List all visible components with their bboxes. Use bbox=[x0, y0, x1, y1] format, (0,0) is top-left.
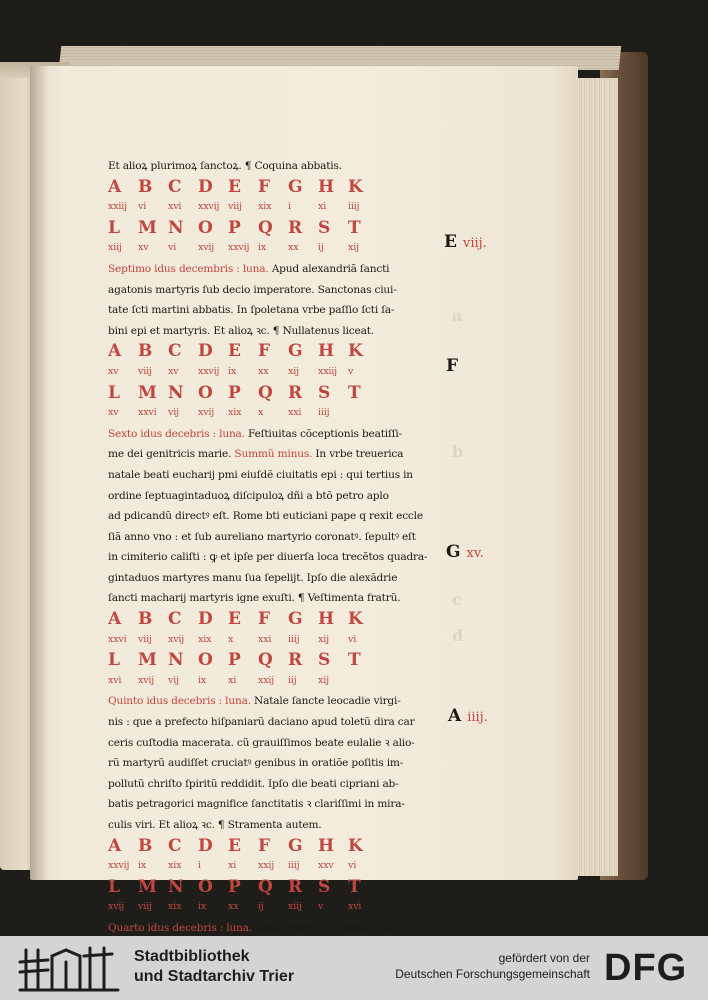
rubric-text: Quarto idus decebris : luna. bbox=[108, 921, 256, 934]
calendar-letter: A bbox=[108, 835, 122, 856]
calendar-letter: K bbox=[348, 609, 363, 630]
calendar-number: xx bbox=[288, 242, 299, 254]
calendar-number: ij bbox=[258, 901, 264, 913]
calendar-letter: Q bbox=[258, 650, 273, 671]
calendar-number: vi bbox=[138, 201, 147, 213]
calendar-number: xxvij bbox=[228, 242, 250, 254]
calendar-number: xi bbox=[318, 201, 327, 213]
dominical-letter-row bbox=[108, 836, 428, 857]
rubric-text: Septimo idus decembris : luna. bbox=[108, 262, 272, 275]
line-text: ſancti macharij martyris igne exuſti. bbox=[108, 592, 298, 605]
calendar-letter: S bbox=[318, 650, 331, 671]
show-through-letter: a bbox=[452, 306, 463, 325]
golden-number-row bbox=[108, 362, 428, 383]
dominical-letter-row bbox=[108, 177, 428, 198]
line-text: ¶ Coquina abbatis. bbox=[244, 160, 342, 172]
line-text: natale beati eucharij pmi eiuſdẽ ciuitatis epi : qui tertius in bbox=[108, 468, 413, 481]
line-text: ¶ Stramenta autem. bbox=[217, 819, 322, 831]
calendar-letter: F bbox=[258, 341, 271, 362]
calendar-number: viij bbox=[138, 365, 152, 377]
margin-note-e bbox=[444, 232, 487, 252]
calendar-letter: K bbox=[348, 176, 363, 197]
text-line bbox=[108, 424, 428, 445]
line-text: Et alioꝝ plurimoꝝ ſanctoꝝ. bbox=[108, 160, 245, 172]
calendar-letter: L bbox=[108, 382, 120, 403]
calendar-number: xi bbox=[228, 674, 237, 686]
calendar-number: xvij bbox=[198, 242, 215, 254]
golden-number-row bbox=[108, 897, 428, 918]
calendar-letter: H bbox=[318, 835, 335, 856]
calendar-letter: H bbox=[318, 341, 335, 362]
margin-note-f bbox=[446, 356, 464, 376]
calendar-number: xvij bbox=[108, 901, 125, 913]
calendar-number: x bbox=[258, 407, 264, 419]
calendar-number: iiij bbox=[288, 860, 300, 872]
library-line-1: Stadtbibliothek bbox=[134, 948, 250, 965]
calendar-letter: Q bbox=[258, 217, 273, 238]
calendar-number: xiij bbox=[108, 242, 122, 254]
calendar-number: xij bbox=[318, 674, 329, 686]
calendar-letter: H bbox=[318, 176, 335, 197]
calendar-number: xvi bbox=[168, 201, 182, 213]
text-line bbox=[108, 568, 428, 589]
calendar-number: xxvi bbox=[138, 407, 157, 419]
calendar-letter: D bbox=[198, 341, 213, 362]
calendar-number: x bbox=[228, 633, 234, 645]
text-line bbox=[108, 280, 428, 301]
calendar-number bbox=[348, 671, 378, 692]
dominical-letter-row bbox=[108, 650, 428, 671]
calendar-number: xxvij bbox=[108, 860, 130, 872]
golden-number-row bbox=[108, 403, 428, 424]
margin-letter: E bbox=[444, 232, 457, 252]
calendar-number: xij bbox=[318, 633, 329, 645]
funding-line-2: Deutschen Forschungsgemeinschaft bbox=[395, 967, 590, 981]
calendar-number: viij bbox=[138, 901, 152, 913]
calendar-number: xxvij bbox=[198, 201, 220, 213]
dominical-letter-row bbox=[108, 218, 428, 239]
calendar-letter: L bbox=[108, 217, 120, 238]
calendar-letter: R bbox=[288, 876, 303, 897]
calendar-number: xvi bbox=[348, 901, 362, 913]
line-text: gintaduos martyres manu ſua ſepelijt. Ipſo die alexãdrie bbox=[108, 571, 398, 584]
calendar-number: vi bbox=[348, 633, 357, 645]
show-through-letter: b bbox=[452, 442, 464, 461]
calendar-letter: R bbox=[288, 650, 303, 671]
calendar-letter: D bbox=[198, 609, 213, 630]
text-line bbox=[108, 691, 428, 712]
line-text: ſiã anno vno : et ſub aureliano martyrio coronatꝰ. ſepultꝰ eſt bbox=[108, 530, 416, 543]
line-text: Apud emeritã hiſpanie ciui- bbox=[255, 921, 397, 934]
calendar-number: iiij bbox=[318, 407, 330, 419]
calendar-letter: F bbox=[258, 609, 271, 630]
calendar-number: xi bbox=[228, 860, 237, 872]
calendar-letter: L bbox=[108, 650, 120, 671]
library-line-2: und Stadtarchiv Trier bbox=[134, 968, 295, 985]
text-line bbox=[108, 465, 428, 486]
margin-letter: F bbox=[446, 356, 459, 376]
calendar-letter: F bbox=[258, 176, 271, 197]
calendar-number: xxiij bbox=[318, 365, 337, 377]
dominical-letter-row bbox=[108, 341, 428, 362]
dominical-letter-row bbox=[108, 383, 428, 404]
calendar-letter: P bbox=[228, 650, 241, 671]
funding-note bbox=[395, 950, 590, 982]
calendar-number: xxiij bbox=[108, 201, 127, 213]
text-line bbox=[108, 918, 428, 936]
calendar-letter: N bbox=[168, 876, 184, 897]
calendar-text-block bbox=[108, 156, 428, 936]
calendar-letter: E bbox=[228, 341, 241, 362]
text-line bbox=[108, 259, 428, 280]
calendar-number: xxvi bbox=[108, 633, 127, 645]
calendar-letter: B bbox=[138, 835, 153, 856]
calendar-number: iiij bbox=[348, 201, 360, 213]
margin-number: xv. bbox=[466, 546, 484, 561]
calendar-letter: N bbox=[168, 382, 184, 403]
calendar-letter: O bbox=[198, 382, 213, 403]
line-text: Apud alexandriã ſancti bbox=[271, 262, 390, 275]
calendar-letter: D bbox=[198, 176, 213, 197]
calendar-letter: G bbox=[288, 835, 303, 856]
line-text: bini epi et martyris. Et alioꝝ ꝛc. bbox=[108, 324, 273, 337]
golden-number-row bbox=[108, 671, 428, 692]
dominical-letter-row bbox=[108, 877, 428, 898]
line-text: Feſtiuitas cõceptionis beatiſſi- bbox=[248, 427, 402, 440]
calendar-number: xvi bbox=[108, 674, 122, 686]
dominical-letter-row bbox=[108, 609, 428, 630]
line-text: in cimiterio caliſti : ꝙ et ipſe per diuerſa loca trecẽtos quadra- bbox=[108, 551, 428, 564]
calendar-number: xxv bbox=[318, 860, 334, 872]
calendar-number: xxij bbox=[258, 860, 275, 872]
calendar-letter: S bbox=[318, 217, 331, 238]
calendar-number: xxij bbox=[258, 674, 275, 686]
golden-number-row bbox=[108, 238, 428, 259]
line-text: agatonis martyris ſub decio imperatore. Sanctonas ciui- bbox=[108, 283, 397, 296]
calendar-letter: K bbox=[348, 341, 363, 362]
calendar-letter: S bbox=[318, 876, 331, 897]
calendar-number: xvij bbox=[198, 407, 215, 419]
calendar-number: ix bbox=[228, 365, 237, 377]
calendar-letter: M bbox=[138, 650, 157, 671]
calendar-letter: F bbox=[258, 835, 271, 856]
show-through-letter: d bbox=[452, 626, 464, 645]
calendar-number: xv bbox=[168, 365, 179, 377]
calendar-number: xix bbox=[198, 633, 212, 645]
margin-number: iiij. bbox=[467, 710, 488, 725]
rubric-text: Sexto idus decebris : luna. bbox=[108, 427, 249, 440]
calendar-letter: E bbox=[228, 609, 241, 630]
calendar-number: ix bbox=[198, 674, 207, 686]
calendar-number: vi bbox=[348, 860, 357, 872]
calendar-number: viij bbox=[228, 201, 242, 213]
calendar-number: vi bbox=[168, 242, 177, 254]
calendar-number: xxvij bbox=[198, 365, 220, 377]
text-line bbox=[108, 774, 428, 795]
calendar-letter: B bbox=[138, 609, 153, 630]
calendar-letter: R bbox=[288, 382, 303, 403]
calendar-number bbox=[348, 403, 378, 424]
margin-number: viij. bbox=[462, 236, 487, 251]
calendar-letter: T bbox=[348, 382, 361, 403]
dfg-logo: DFG bbox=[604, 947, 688, 989]
line-text: culis viri. Et alioꝝ ꝛc. bbox=[108, 819, 218, 831]
calendar-number: iiij bbox=[288, 633, 300, 645]
calendar-number: v bbox=[348, 365, 354, 377]
text-line bbox=[108, 815, 428, 836]
line-text: pollutũ chriſto ſpiritũ reddidit. Ipſo die beati cipriani ab- bbox=[108, 777, 399, 790]
calendar-number: xij bbox=[288, 365, 299, 377]
calendar-number: xvij bbox=[138, 674, 155, 686]
text-line bbox=[108, 733, 428, 754]
calendar-number: xv bbox=[138, 242, 149, 254]
calendar-letter: O bbox=[198, 217, 213, 238]
calendar-letter: G bbox=[288, 609, 303, 630]
calendar-letter: Q bbox=[258, 382, 273, 403]
calendar-letter: T bbox=[348, 876, 361, 897]
calendar-letter: C bbox=[168, 609, 182, 630]
line-text: nis : que a prefecto hiſpaniarũ daciano apud toletũ dira car bbox=[108, 716, 415, 729]
calendar-letter: S bbox=[318, 382, 331, 403]
show-through-letter: c bbox=[452, 590, 462, 609]
text-line bbox=[108, 486, 428, 507]
line-text: ordine ſeptuagintaduoꝝ diſcipuloꝝ dñi a btõ petro aplo bbox=[108, 489, 389, 502]
stadtbibliothek-logo-icon bbox=[18, 942, 124, 994]
calendar-letter: B bbox=[138, 341, 153, 362]
rubric-text: Quinto idus decebris : luna. bbox=[108, 695, 255, 708]
calendar-letter: P bbox=[228, 217, 241, 238]
calendar-letter: A bbox=[108, 176, 122, 197]
calendar-letter: N bbox=[168, 217, 184, 238]
margin-letter: G bbox=[446, 542, 461, 562]
margin-note-a bbox=[448, 706, 488, 726]
funding-line-1: gefördert von der bbox=[498, 951, 590, 965]
calendar-number: xix bbox=[168, 860, 182, 872]
line-text: ad pdicandũ directꝰ eſt. Rome bti euticiani pape q rexit eccle bbox=[108, 510, 423, 523]
calendar-number: xv bbox=[108, 407, 119, 419]
text-line bbox=[108, 321, 428, 342]
line-text: tate ſcti martini abbatis. In ſpoletana vrbe paſſio ſcti ſa- bbox=[108, 304, 395, 317]
calendar-letter: T bbox=[348, 217, 361, 238]
calendar-number: xxi bbox=[288, 407, 302, 419]
calendar-number: xvij bbox=[168, 633, 185, 645]
text-line bbox=[108, 547, 428, 568]
calendar-letter: O bbox=[198, 650, 213, 671]
calendar-number: xx bbox=[258, 365, 269, 377]
text-line bbox=[108, 506, 428, 527]
calendar-number: ix bbox=[198, 901, 207, 913]
line-text: ceris cuſtodia macerata. cũ grauiſſimos beate eulalie ꝛ alio- bbox=[108, 736, 415, 749]
text-line bbox=[108, 712, 428, 733]
calendar-number: xiij bbox=[288, 901, 302, 913]
calendar-letter: P bbox=[228, 382, 241, 403]
calendar-letter: A bbox=[108, 341, 122, 362]
text-line bbox=[108, 444, 428, 465]
calendar-letter: G bbox=[288, 341, 303, 362]
calendar-number: i bbox=[198, 860, 201, 872]
calendar-letter: C bbox=[168, 176, 182, 197]
calendar-letter: L bbox=[108, 876, 120, 897]
rubric-text: Summũ minus. bbox=[234, 448, 313, 461]
line-text: ¶ Veſtimenta fratrũ. bbox=[297, 592, 401, 605]
calendar-letter: N bbox=[168, 650, 184, 671]
calendar-number: vij bbox=[168, 407, 179, 419]
calendar-number: xix bbox=[228, 407, 242, 419]
calendar-letter: A bbox=[108, 609, 122, 630]
golden-number-row bbox=[108, 630, 428, 651]
calendar-number: xxi bbox=[258, 633, 272, 645]
calendar-letter: E bbox=[228, 835, 241, 856]
calendar-number: v bbox=[318, 901, 324, 913]
calendar-number: iij bbox=[288, 674, 297, 686]
calendar-letter: M bbox=[138, 217, 157, 238]
line-text: Natale ſancte leocadie virgi- bbox=[254, 695, 401, 708]
golden-number-row bbox=[108, 856, 428, 877]
calendar-letter: C bbox=[168, 341, 182, 362]
calendar-letter: H bbox=[318, 609, 335, 630]
calendar-letter: B bbox=[138, 176, 153, 197]
text-line bbox=[108, 527, 428, 548]
text-line bbox=[108, 156, 428, 177]
calendar-number: viij bbox=[138, 633, 152, 645]
calendar-letter: E bbox=[228, 176, 241, 197]
calendar-number: i bbox=[288, 201, 291, 213]
calendar-letter: C bbox=[168, 835, 182, 856]
margin-note-g bbox=[446, 542, 484, 562]
calendar-letter: P bbox=[228, 876, 241, 897]
calendar-letter: Q bbox=[258, 876, 273, 897]
calendar-letter: D bbox=[198, 835, 213, 856]
text-line bbox=[108, 794, 428, 815]
calendar-number: xx bbox=[228, 901, 239, 913]
line-text: batis petragorici magnifice ſanctitatis ꝛ clariſſimi in mira- bbox=[108, 798, 405, 811]
gutter-shadow bbox=[30, 66, 48, 880]
library-name bbox=[134, 947, 294, 987]
calendar-number: xij bbox=[348, 242, 359, 254]
calendar-letter: R bbox=[288, 217, 303, 238]
calendar-letter: O bbox=[198, 876, 213, 897]
calendar-number: ix bbox=[258, 242, 267, 254]
calendar-number: xix bbox=[168, 901, 182, 913]
text-line bbox=[108, 753, 428, 774]
calendar-letter: M bbox=[138, 382, 157, 403]
calendar-number: ij bbox=[318, 242, 324, 254]
text-line bbox=[108, 300, 428, 321]
calendar-number: xv bbox=[108, 365, 119, 377]
calendar-number: xix bbox=[258, 201, 272, 213]
calendar-letter: T bbox=[348, 650, 361, 671]
golden-number-row bbox=[108, 197, 428, 218]
margin-letter: A bbox=[448, 706, 462, 726]
line-text: rũ martyrũ audiſſet cruciatꝰ genibus in oratiõe poſitis im- bbox=[108, 757, 404, 770]
line-text: me dei genitricis marie. bbox=[108, 448, 235, 461]
footer-bar bbox=[0, 936, 708, 1000]
line-text: In vrbe treuerica bbox=[312, 448, 404, 461]
text-line bbox=[108, 588, 428, 609]
calendar-letter: M bbox=[138, 876, 157, 897]
calendar-number: ix bbox=[138, 860, 147, 872]
calendar-number: vij bbox=[168, 674, 179, 686]
line-text: ¶ Nullatenus liceat. bbox=[272, 324, 374, 337]
calendar-letter: G bbox=[288, 176, 303, 197]
calendar-letter: K bbox=[348, 835, 363, 856]
